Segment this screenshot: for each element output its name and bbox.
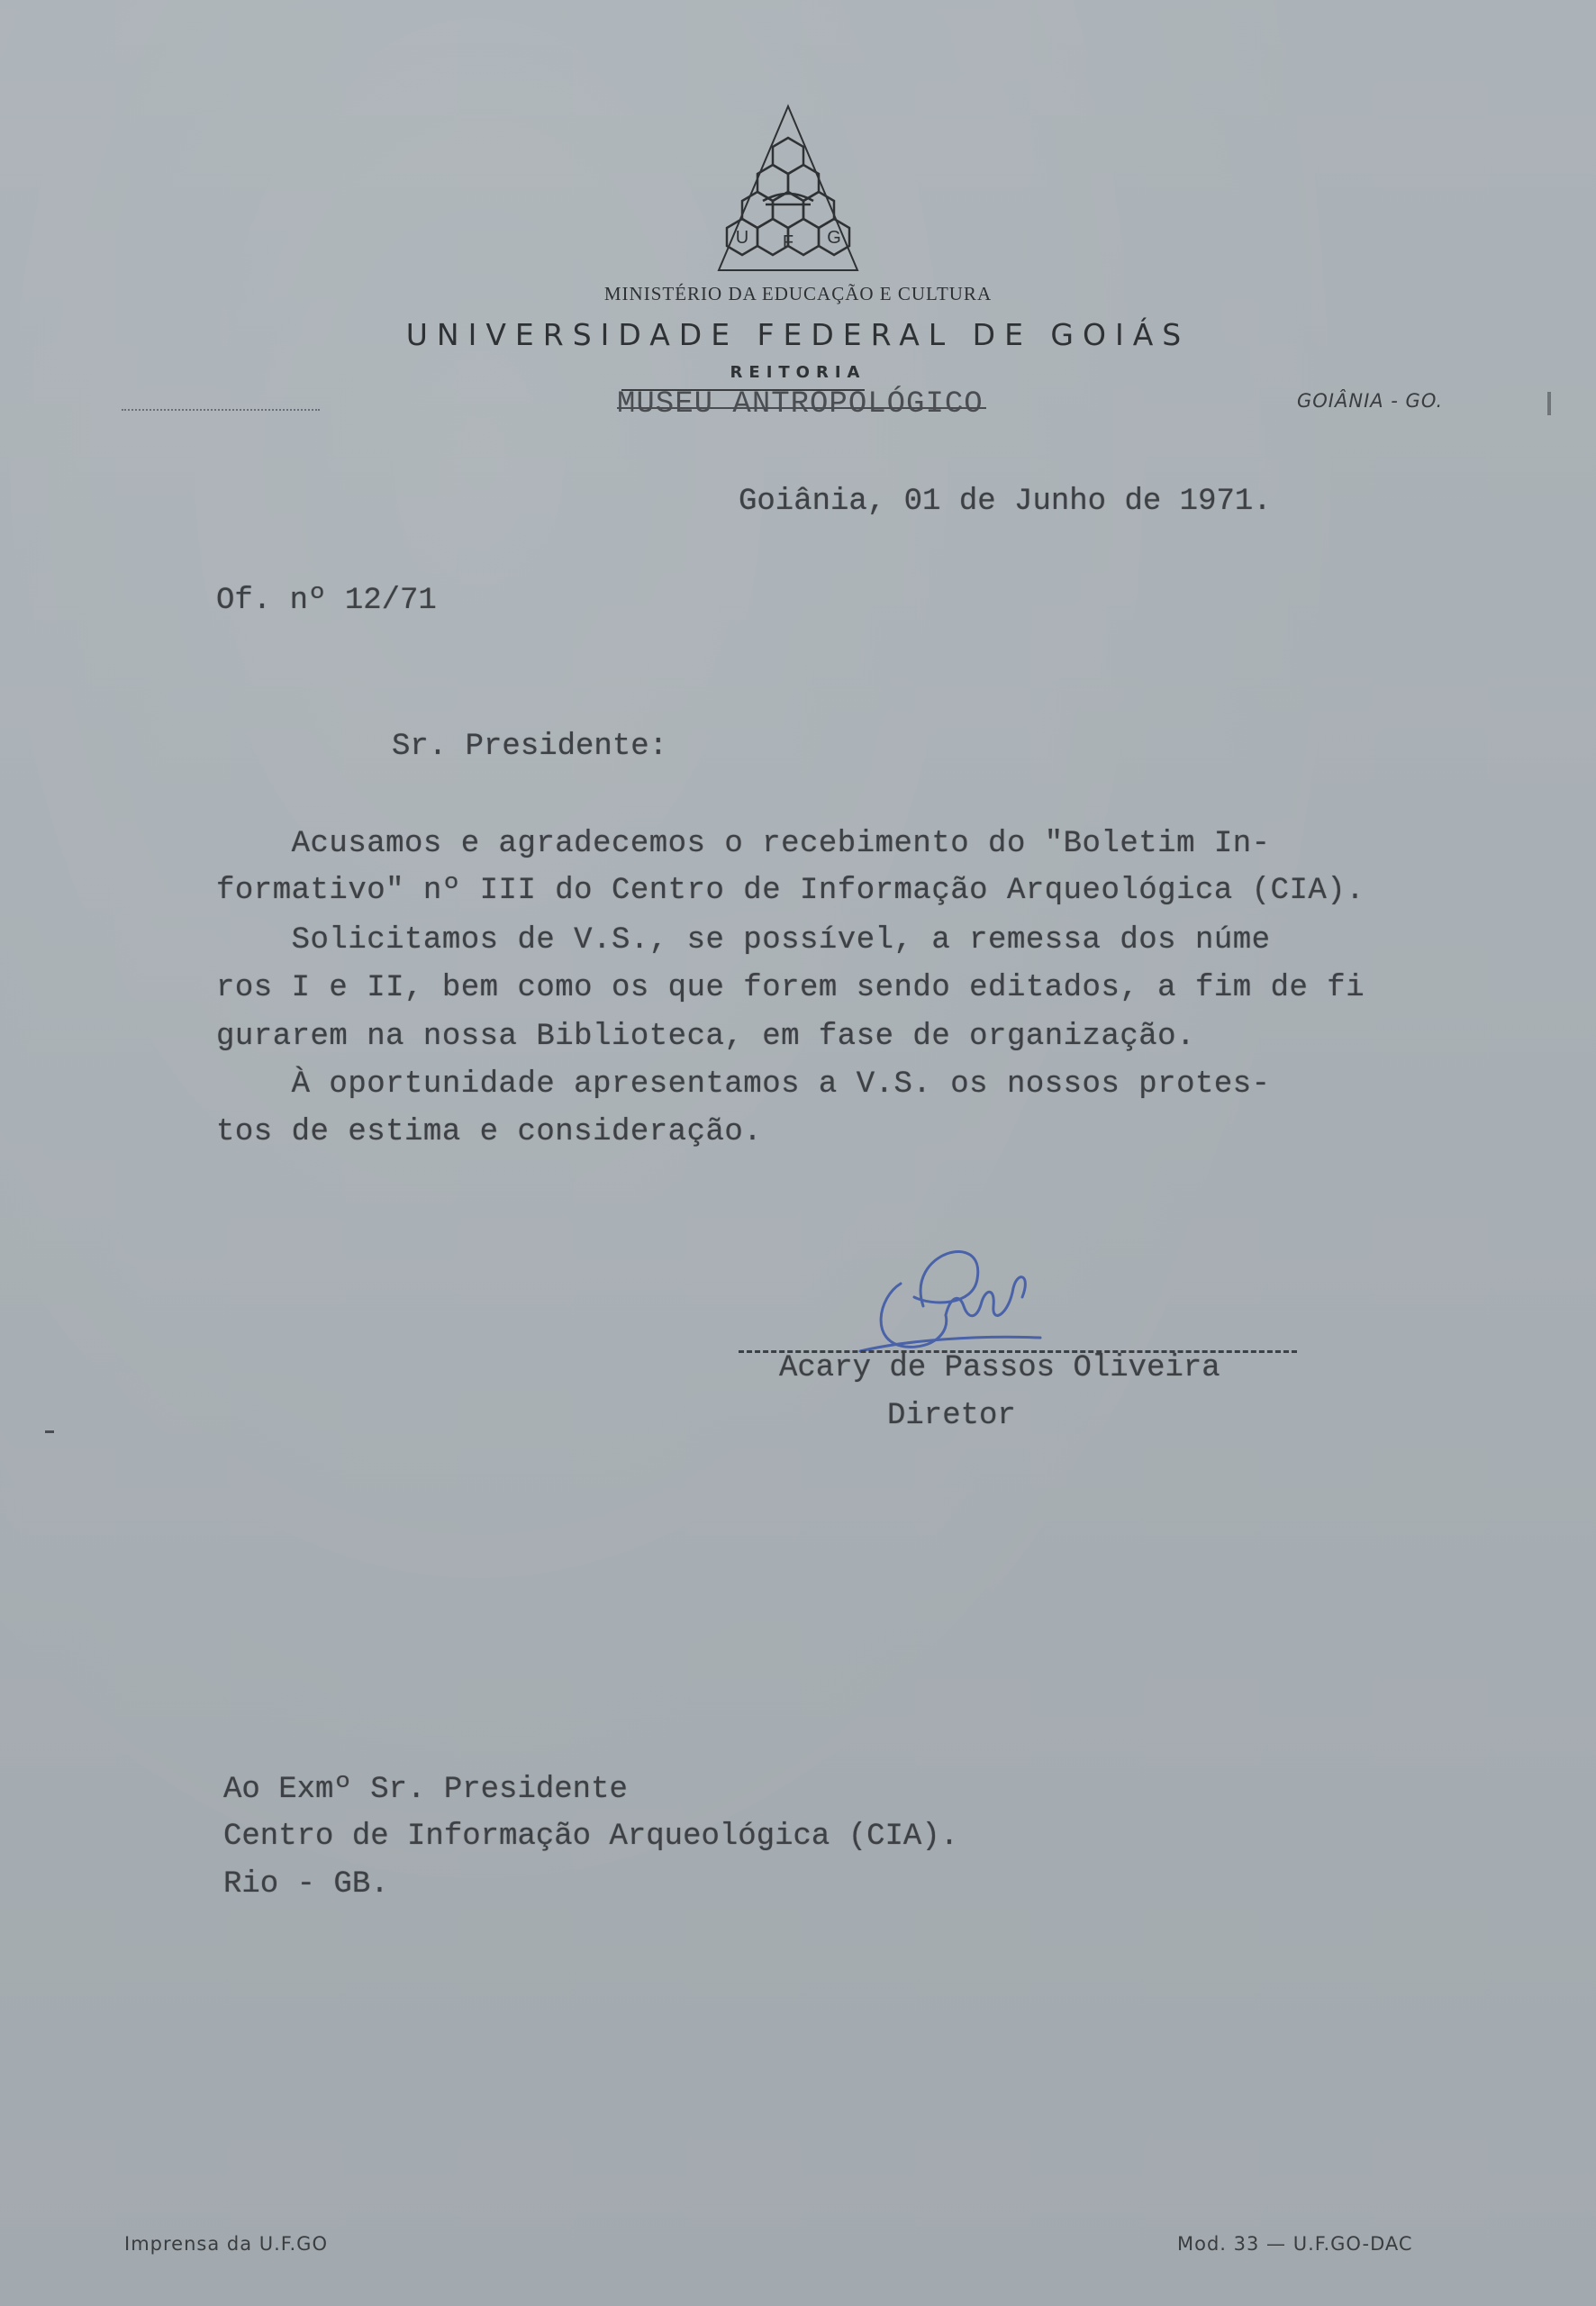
footer-printer: Imprensa da U.F.GO [124, 2233, 328, 2255]
body-line: Acusamos e agradecemos o recebimento do "Boletim In- [216, 827, 1271, 861]
reitoria-heading: REITORIA [730, 363, 866, 382]
recipient-line: Centro de Informação Arqueológica (CIA). [223, 1820, 959, 1854]
signer-title: Diretor [887, 1399, 1016, 1433]
footer-model: Mod. 33 — U.F.GO-DAC [1177, 2233, 1413, 2255]
logo-letter-g: G [827, 228, 841, 248]
body-line: tos de estima e consideração. [216, 1115, 763, 1149]
recipient-line: Rio - GB. [223, 1867, 389, 1902]
body-line: formativo" nº III do Centro de Informação Arqueológica (CIA). [216, 874, 1365, 908]
ufg-logo-icon [716, 104, 860, 279]
signer-name: Acary de Passos Oliveira [779, 1351, 1220, 1385]
letterhead-city: GOIÂNIA - GO. [1297, 390, 1444, 412]
body-line: À oportunidade apresentamos a V.S. os nossos protes- [216, 1067, 1271, 1102]
body-line: ros I e II, bem como os que forem sendo editados, a fim de fi [216, 971, 1365, 1005]
ministry-heading: MINISTÉRIO DA EDUCAÇÃO E CULTURA [603, 283, 993, 304]
university-heading: UNIVERSIDADE FEDERAL DE GOIÁS [405, 317, 1191, 352]
paper-speck [45, 1430, 54, 1433]
body-line: Solicitamos de V.S., se possível, a remessa dos núme [216, 923, 1271, 958]
letter-reference: Of. nº 12/71 [216, 584, 437, 618]
recipient-line: Ao Exmº Sr. Presidente [223, 1773, 628, 1807]
handwritten-signature [851, 1234, 1054, 1369]
body-line: gurarem na nossa Biblioteca, em fase de organização. [216, 1020, 1195, 1054]
letter-salutation: Sr. Presidente: [392, 730, 668, 764]
dotted-line [122, 409, 320, 411]
logo-letter-f: F [782, 232, 794, 252]
letter-date: Goiânia, 01 de Junho de 1971. [739, 485, 1272, 519]
department-stamp: MUSEU ANTROPOLÓGICO [617, 387, 984, 422]
paper-speck [1547, 392, 1551, 415]
logo-letter-u: U [735, 228, 749, 248]
department-strike-line [617, 407, 986, 409]
